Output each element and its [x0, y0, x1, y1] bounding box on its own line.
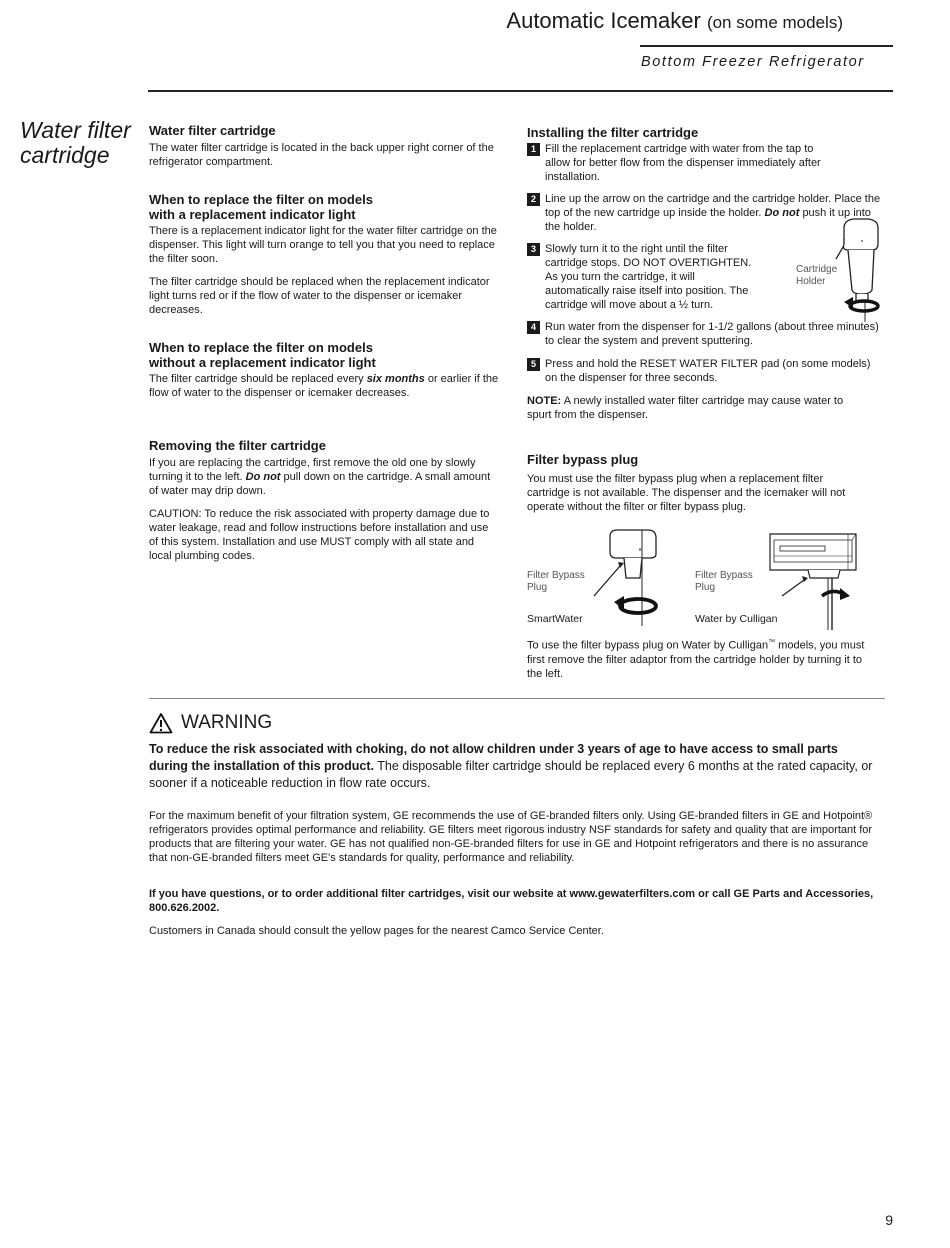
- section-title-line1: Water filter: [20, 117, 131, 143]
- canada-paragraph: Customers in Canada should consult the yellow pages for the nearest Camco Service Center.: [149, 925, 604, 937]
- cartridge-holder-illustration: [826, 214, 890, 324]
- step-text: Press and hold the RESET WATER FILTER pad (on some models) on the dispenser for three seconds.: [545, 358, 871, 384]
- label-line2: Holder: [796, 276, 826, 287]
- warning-label: WARNING: [181, 712, 273, 733]
- step-text: Run water from the dispenser for 1-1/2 gallons (about three minutes) to clear the system and prevent sputtering.: [545, 321, 879, 347]
- label-line1: Cartridge: [796, 264, 838, 275]
- step-text: Fill the replacement cartridge with water from the tap to allow for better flow from the dispenser immediately after installation.: [545, 143, 821, 183]
- page-title: [506, 8, 843, 34]
- title-main: Automatic Icemaker: [506, 8, 701, 33]
- heading-line2: with a replacement indicator light: [149, 207, 356, 222]
- step-number: 2: [527, 193, 540, 206]
- label-line2: Plug: [527, 582, 548, 593]
- heading-line2: without a replacement indicator light: [149, 355, 376, 370]
- recommendation-paragraph: For the maximum benefit of your filtration system, GE recommends the use of GE-branded filters only. Using GE-branded filters in GE and Hotpoint® refrigerators provides optimal performance and reliability. GE filters meet rigorous industry NSF standards for safety and quality that are important for products that are filtering your water. GE has not qualified non-GE-branded filters for use in GE and Hotpoint refrigerators and there is no assurance that non-GE-branded filters meet GE's standards for quality, performance and reliability.: [149, 810, 873, 864]
- heading: Removing the filter cartridge: [149, 438, 326, 453]
- text: models, you must first remove the filter adaptor from the cartridge holder by turning it to the left.: [527, 639, 865, 680]
- trademark: ™: [768, 639, 776, 646]
- warning-rule: [149, 698, 885, 699]
- emphasis: Do not: [764, 207, 800, 219]
- text: The filter cartridge should be replaced every: [149, 373, 364, 385]
- warning-header: [149, 710, 272, 736]
- warning-text: [149, 741, 879, 792]
- bypass-plug-label-right: [695, 570, 753, 594]
- bypass-section: [527, 452, 882, 514]
- warning-triangle-icon: [149, 712, 173, 734]
- note-text: A newly installed water filter cartridge may cause water to spurt from the dispenser.: [527, 395, 844, 421]
- paragraph: The water filter cartridge is located in the back upper right corner of the refrigerator compartment.: [149, 142, 494, 168]
- heading-line1: When to replace the filter on models: [149, 192, 373, 207]
- step-number: 3: [527, 243, 540, 256]
- step-text: Slowly turn it to the right until the filter cartridge stops. DO NOT OVERTIGHTEN. As you turn the cartridge, it will automatically raise itself into position. The cartridge will move about a ½ turn.: [545, 243, 752, 311]
- header-rule: [640, 45, 893, 47]
- caption-smartwater: SmartWater: [527, 613, 583, 625]
- paragraph: The filter cartridge should be replaced when the replacement indicator light turns red or if the flow of water to the dispenser or icemaker decreases.: [149, 276, 490, 316]
- warning-bold: To reduce the risk associated with choking, do not allow children under 3 years of age to have access to small parts during the installation of this product.: [149, 742, 838, 773]
- removing-section: [149, 438, 499, 563]
- heading: Filter bypass plug: [527, 452, 639, 467]
- replace-with-indicator-section: [149, 192, 499, 317]
- replace-without-indicator-section: [149, 340, 499, 400]
- install-heading: Installing the filter cartridge: [527, 125, 699, 140]
- paragraph: [149, 456, 499, 498]
- step-number: 4: [527, 321, 540, 334]
- emphasis: Do not: [245, 471, 281, 483]
- emphasis: six months: [366, 373, 425, 385]
- label-line1: Filter Bypass: [695, 570, 753, 581]
- text: To use the filter bypass plug on Water by Culligan: [527, 639, 769, 652]
- heading-line1: When to replace the filter on models: [149, 340, 373, 355]
- caution-paragraph: CAUTION: To reduce the risk associated with property damage due to water leakage, read and follow instructions before installation and use of this system. Installation and use MUST comply with all state and local plumbing codes.: [149, 508, 490, 562]
- section-title: [20, 118, 131, 168]
- section-title-line2: cartridge: [20, 142, 110, 168]
- page-number: 9: [885, 1212, 893, 1228]
- filter-location-section: [149, 123, 499, 169]
- paragraph: [149, 372, 499, 400]
- step-number: 1: [527, 143, 540, 156]
- warning-normal: The disposable filter cartridge should be replaced every 6 months at the rated capacity, or sooner if a noticeable reduction in flow rate occurs.: [149, 759, 873, 790]
- text: Line up the arrow on the cartridge and the cartridge holder. Place the top of the new cartridge up inside the holder.: [545, 193, 881, 219]
- label-line2: Plug: [695, 582, 716, 593]
- text: push it up into the holder.: [545, 207, 871, 233]
- paragraph: There is a replacement indicator light for the water filter cartridge on the dispenser. This light will turn orange to tell you that you need to replace the filter soon.: [149, 225, 497, 265]
- page-subtitle: Bottom Freezer Refrigerator: [641, 54, 865, 70]
- bypass-plug-label-left: [527, 570, 585, 594]
- heading: Water filter cartridge: [149, 123, 276, 138]
- label-line1: Filter Bypass: [527, 570, 585, 581]
- note-label: NOTE:: [527, 395, 562, 407]
- section-rule: [148, 90, 893, 92]
- step-number: 5: [527, 358, 540, 371]
- culligan-paragraph: [527, 636, 877, 681]
- note-paragraph: [527, 394, 862, 422]
- smartwater-plug-illustration: [590, 526, 670, 626]
- caption-culligan: Water by Culligan: [695, 613, 778, 625]
- text: or earlier if the flow of water to the dispenser or icemaker decreases.: [149, 373, 499, 399]
- text: If you are replacing the cartridge, first remove the old one by slowly turning it to the left.: [149, 457, 476, 483]
- contact-paragraph: If you have questions, or to order additional filter cartridges, visit our website at www.gewaterfilters.com or call GE Parts and Accessories, 800.626.2002.: [149, 888, 874, 914]
- title-suffix: (on some models): [706, 13, 843, 32]
- text: pull down on the cartridge. A small amount of water may drip down.: [149, 471, 491, 497]
- paragraph: You must use the filter bypass plug when a replacement filter cartridge is not available. The dispenser and the icemaker will not operate without the filter or filter bypass plug.: [527, 473, 846, 513]
